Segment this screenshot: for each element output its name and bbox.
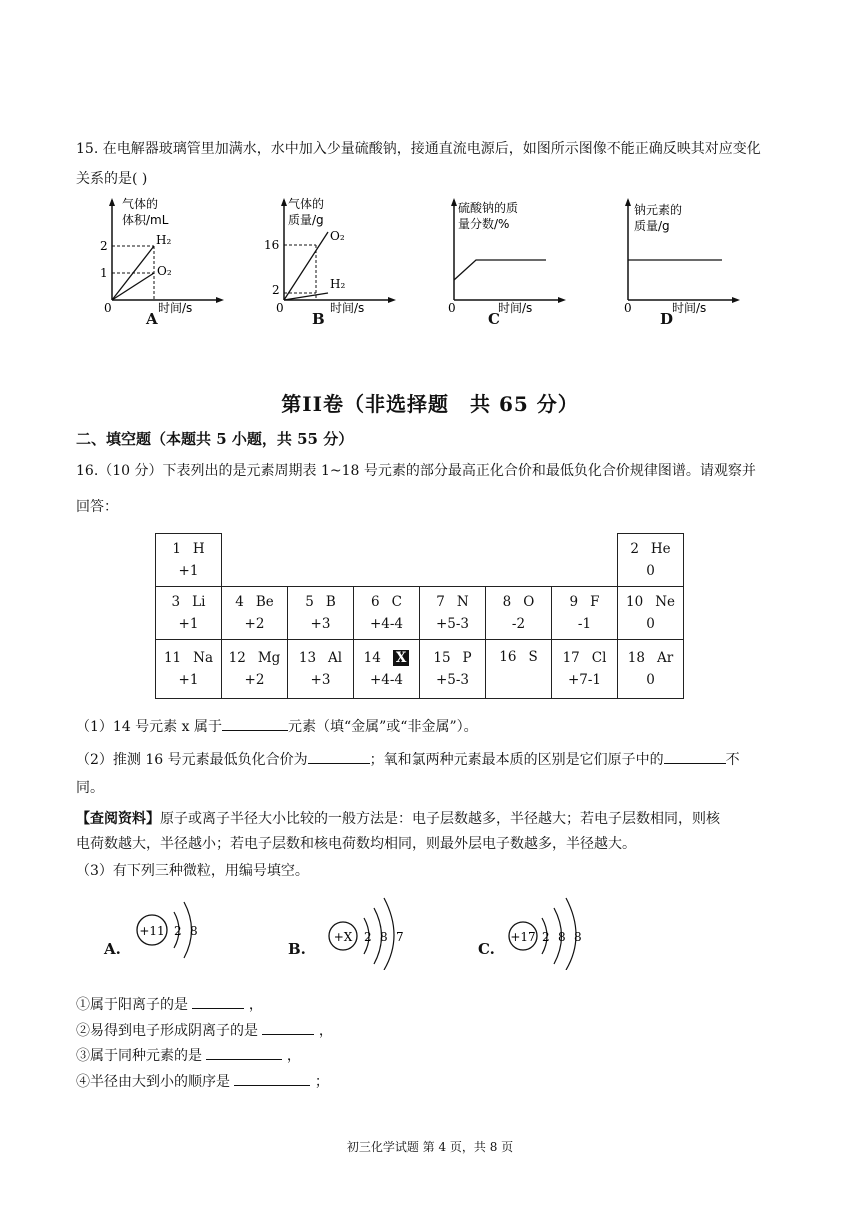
element-symbol: Al <box>328 650 343 666</box>
sub-question-1-text-end: 元素（填“金属”或“非金属”）。 <box>287 719 478 735</box>
element-symbol-x: X <box>393 650 409 666</box>
element-number: 13 <box>298 650 317 666</box>
particle-b-shell-3: 7 <box>396 930 404 944</box>
graph-b-series-h2: H₂ <box>330 277 346 291</box>
graph-b-xlabel: 时间/s <box>330 301 365 315</box>
element-valence: +4-4 <box>369 672 404 688</box>
element-number: 17 <box>562 650 580 666</box>
sub-question-2-line2: 同。 <box>76 780 104 796</box>
graph-c <box>426 196 576 336</box>
table-cell <box>156 587 222 640</box>
element-symbol: O <box>523 594 535 610</box>
element-number: 6 <box>371 594 380 610</box>
element-number: 4 <box>235 594 244 610</box>
element-symbol: He <box>650 541 671 557</box>
answer-blank[interactable] <box>234 1071 310 1086</box>
particle-b-letter: B. <box>288 940 306 958</box>
element-number: 3 <box>171 594 181 610</box>
element-number: 8 <box>502 594 512 610</box>
element-symbol: C <box>391 594 402 610</box>
element-number: 5 <box>305 594 314 610</box>
element-symbol: S <box>528 649 538 665</box>
graph-c-letter: C <box>488 310 500 328</box>
element-number: 14 <box>363 650 381 666</box>
graph-a-tick-2: 2 <box>100 239 108 253</box>
particle-b <box>288 890 458 970</box>
answer-blank[interactable] <box>664 749 726 764</box>
answer-blank[interactable] <box>192 994 244 1009</box>
element-valence: +1 <box>178 563 199 579</box>
table-gap <box>552 534 618 587</box>
element-valence: +1 <box>178 672 199 688</box>
section-title: 第II卷（非选择题 共 65 分） <box>281 392 579 416</box>
element-number: 18 <box>627 650 645 666</box>
graph-a-series-o2: O₂ <box>157 264 172 278</box>
table-cell <box>420 587 486 640</box>
element-number: 12 <box>228 650 246 666</box>
particle-a-letter: A. <box>104 940 121 958</box>
graph-a-series-h2: H₂ <box>156 233 172 247</box>
element-number: 10 <box>626 594 644 610</box>
element-valence: 0 <box>646 672 655 688</box>
element-number: 1 <box>172 541 181 557</box>
table-row <box>156 640 684 699</box>
particle-c-shell-1: 2 <box>542 930 550 944</box>
element-symbol: Mg <box>257 650 281 666</box>
question-16-stem: 16.（10 分）下表列出的是元素周期表 1~18 号元素的部分最高正化合价和最低负化合价规律图谱。请观察并回答： <box>76 463 756 515</box>
fill-item-1-end: ， <box>248 997 263 1013</box>
graph-a-ylabel-2: 体积/mL <box>122 213 169 227</box>
graph-d-origin: 0 <box>624 301 632 315</box>
element-valence: +3 <box>310 672 331 688</box>
fill-item-4-end: ； <box>314 1074 329 1090</box>
graph-d-xlabel: 时间/s <box>672 301 707 315</box>
graph-b-tick-2: 2 <box>272 283 280 297</box>
particle-a-nucleus: +11 <box>139 924 165 938</box>
periodic-table <box>155 533 684 699</box>
sub-question-2-text-end: 不 <box>725 752 740 768</box>
question-15-stem: 15. 在电解器玻璃管里加满水，水中加入少量硫酸钠，接通直流电源后，如图所示图像不能正确反映其对应变化关系的是( ) <box>76 141 761 187</box>
graph-d-plot <box>604 196 754 316</box>
sub-question-1 <box>76 716 776 737</box>
fill-item-4-text: ④半径由大到小的顺序是 <box>76 1074 230 1090</box>
table-cell <box>354 587 420 640</box>
element-symbol: Li <box>192 594 206 610</box>
element-valence: +1 <box>178 616 199 632</box>
particle-a-shell-2: 8 <box>190 924 198 938</box>
element-number: 7 <box>436 594 445 610</box>
element-valence: +7-1 <box>567 672 602 688</box>
table-cell <box>552 587 618 640</box>
fill-item-3-end: ， <box>286 1048 301 1064</box>
graph-d-letter: D <box>660 310 674 328</box>
graph-a-ylabel-1: 气体的 <box>122 197 159 211</box>
question-15-graphs <box>76 196 776 336</box>
fill-item-3-text: ③属于同种元素的是 <box>76 1048 202 1064</box>
element-symbol: Na <box>193 650 214 666</box>
fill-item-1-text: ①属于阳离子的是 <box>76 997 188 1013</box>
particle-b-nucleus: +X <box>333 930 353 944</box>
particle-diagrams <box>76 890 776 970</box>
element-symbol: F <box>590 594 600 610</box>
element-number: 16 <box>499 649 517 665</box>
table-cell <box>420 640 486 699</box>
graph-a-xlabel: 时间/s <box>158 301 193 315</box>
graph-a-letter: A <box>146 310 158 328</box>
element-number: 15 <box>433 650 451 666</box>
graph-b-ylabel-1: 气体的 <box>288 197 325 211</box>
graph-b-origin: 0 <box>276 301 284 315</box>
particle-c-nucleus: +17 <box>510 930 536 944</box>
graph-b-letter: B <box>312 310 325 328</box>
graph-b-plot <box>252 196 402 316</box>
graph-a <box>80 196 230 336</box>
element-symbol: B <box>325 594 336 610</box>
element-valence: +3 <box>310 616 331 632</box>
graph-c-plot <box>426 196 576 316</box>
fill-item-3 <box>76 1045 776 1066</box>
sub-question-2-text-mid: ；氧和氯两种元素最本质的区别是它们原子中的 <box>369 752 664 768</box>
element-symbol: Cl <box>591 650 607 666</box>
graph-c-ylabel-1: 硫酸钠的质 <box>458 201 519 215</box>
table-cell <box>156 640 222 699</box>
particle-c-shell-3: 8 <box>574 930 582 944</box>
table-gap <box>222 534 288 587</box>
graph-a-plot <box>80 196 230 316</box>
graph-a-origin: 0 <box>104 301 112 315</box>
sub-question-3: （3）有下列三种微粒，用编号填空。 <box>76 863 309 879</box>
element-valence: +2 <box>244 672 265 688</box>
reference-material <box>76 809 776 829</box>
table-cell <box>288 587 354 640</box>
element-valence: -1 <box>577 616 592 632</box>
table-gap <box>486 534 552 587</box>
graph-c-xlabel: 时间/s <box>498 301 533 315</box>
graph-c-origin: 0 <box>448 301 456 315</box>
fill-item-2-text: ②易得到电子形成阴离子的是 <box>76 1023 258 1039</box>
table-cell <box>222 640 288 699</box>
table-row <box>156 534 684 587</box>
graph-a-tick-1: 1 <box>100 266 108 280</box>
particle-c-letter: C. <box>478 940 495 958</box>
fill-item-1 <box>76 994 776 1015</box>
element-symbol: N <box>456 594 469 610</box>
fill-item-2 <box>76 1020 776 1041</box>
element-symbol: P <box>462 650 472 666</box>
element-valence: +5-3 <box>435 616 470 632</box>
sub-question-1-text: （1）14 号元素 x 属于 <box>76 719 222 735</box>
graph-b <box>252 196 402 336</box>
table-cell <box>618 640 684 699</box>
page-footer: 初三化学试题 第 4 页，共 8 页 <box>346 1140 514 1154</box>
particle-a-shell-1: 2 <box>174 924 182 938</box>
answer-blank[interactable] <box>206 1045 282 1060</box>
element-symbol: Be <box>255 594 274 610</box>
element-symbol: Ne <box>655 594 675 610</box>
particle-b-shell-1: 2 <box>364 930 372 944</box>
table-gap <box>354 534 420 587</box>
part-title: 二、填空题（本题共 5 小题，共 55 分） <box>76 430 354 448</box>
element-valence: +5-3 <box>435 672 470 688</box>
element-valence: +2 <box>244 616 265 632</box>
graph-b-tick-16: 16 <box>264 238 280 252</box>
table-cell-h <box>156 534 222 587</box>
graph-d-ylabel-2: 质量/g <box>634 219 670 233</box>
table-cell <box>552 640 618 699</box>
table-cell <box>222 587 288 640</box>
table-cell <box>288 640 354 699</box>
table-cell <box>618 587 684 640</box>
reference-label: 【查阅资料】 <box>76 811 160 827</box>
answer-blank[interactable] <box>262 1020 314 1035</box>
particle-b-diagram <box>288 890 458 970</box>
particle-a <box>104 890 244 970</box>
element-number: 2 <box>630 541 639 557</box>
graph-b-ylabel-2: 质量/g <box>288 213 324 227</box>
particle-a-diagram <box>104 890 244 970</box>
element-symbol: H <box>192 541 205 557</box>
graph-d-ylabel-1: 钠元素的 <box>634 203 683 217</box>
table-cell-he <box>618 534 684 587</box>
answer-blank[interactable] <box>222 716 288 731</box>
table-cell <box>354 640 420 699</box>
element-valence: 0 <box>646 563 655 579</box>
element-symbol: Ar <box>656 650 674 666</box>
reference-material-line2: 电荷数越大，半径越小；若电子层数和核电荷数均相同，则最外层电子数越多，半径越大。 <box>76 836 636 852</box>
particle-b-shell-2: 8 <box>380 930 388 944</box>
table-cell <box>486 587 552 640</box>
element-number: 11 <box>163 650 182 666</box>
table-cell <box>486 640 552 699</box>
element-valence: +4-4 <box>369 616 404 632</box>
reference-text-1: 原子或离子半径大小比较的一般方法是：电子层数越多，半径越大；若电子层数相同，则核 <box>160 811 720 827</box>
table-gap <box>288 534 354 587</box>
element-number: 9 <box>569 594 579 610</box>
table-gap <box>420 534 486 587</box>
graph-c-ylabel-2: 量分数/% <box>458 217 510 231</box>
sub-question-2-text: （2）推测 16 号元素最低负化合价为 <box>76 752 308 768</box>
graph-b-series-o2: O₂ <box>330 229 345 243</box>
element-valence: -2 <box>511 616 526 632</box>
particle-c <box>478 890 658 970</box>
answer-blank[interactable] <box>308 749 370 764</box>
particle-c-shell-2: 8 <box>558 930 566 944</box>
element-valence: 0 <box>646 616 655 632</box>
graph-d <box>604 196 754 336</box>
fill-item-2-end: ， <box>318 1023 333 1039</box>
particle-c-diagram <box>478 890 658 970</box>
table-row <box>156 587 684 640</box>
sub-question-2 <box>76 749 776 770</box>
fill-item-4 <box>76 1071 776 1092</box>
